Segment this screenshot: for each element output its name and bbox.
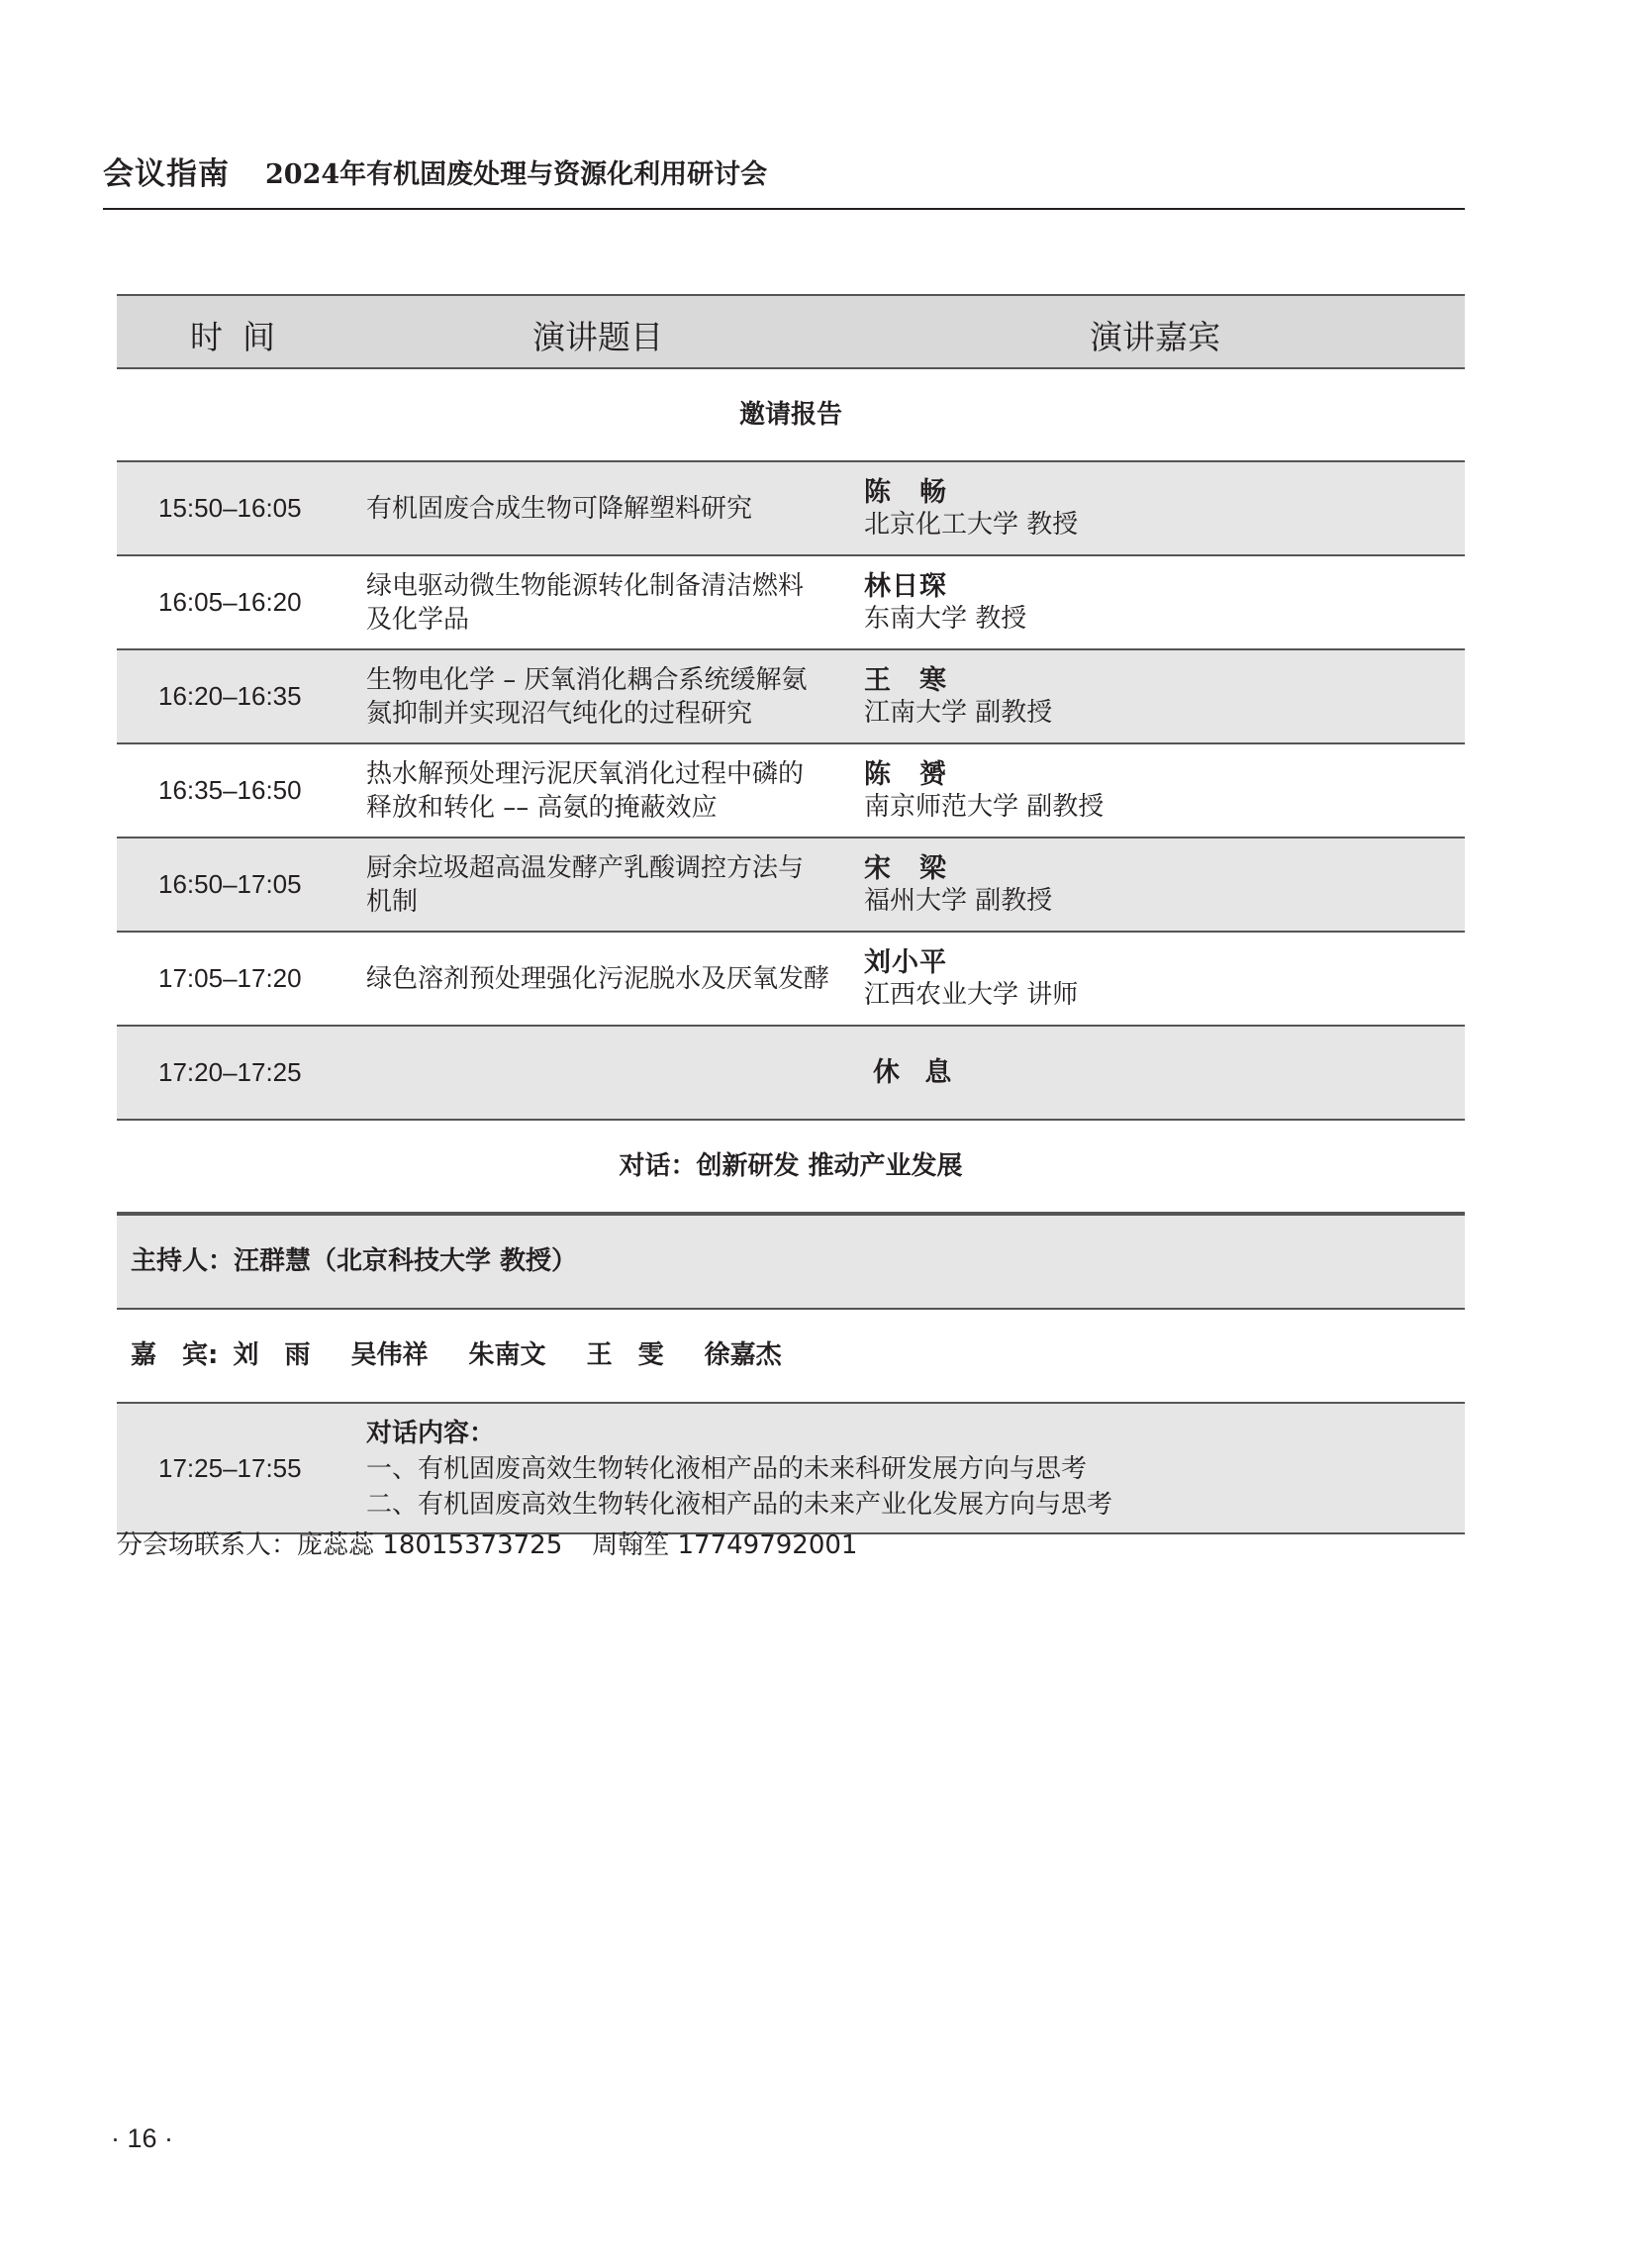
speaker-affiliation: 福州大学 副教授 [864, 885, 1053, 916]
row-speaker [864, 556, 1026, 648]
dialog-content-label: 对话内容： [366, 1419, 496, 1448]
row-title-line: 及化学品 [366, 604, 470, 635]
row-title-line: 绿电驱动微生物能源转化制备清洁燃料 [366, 570, 805, 601]
column-header-time: 时间 [190, 318, 295, 356]
contact-label: 分会场联系人： [117, 1530, 298, 1560]
guests-row: 嘉 宾: 刘 雨 吴伟祥 朱南文 王 雯 徐嘉杰 [117, 1310, 1465, 1404]
section-dialog: 对话：创新研发 推动产业发展 [117, 1121, 1465, 1214]
row-time: 16:05–16:20 [158, 587, 302, 617]
row-title [366, 838, 861, 931]
speaker-name: 宋 梁 [864, 852, 947, 884]
schedule-row [117, 744, 1465, 838]
dialog-time: 17:25–17:55 [158, 1453, 302, 1483]
contact-person-1: 庞蕊蕊 18015373725 [297, 1530, 563, 1560]
row-title-line: 机制 [366, 886, 419, 917]
schedule-row [117, 838, 1465, 933]
speaker-name: 王 寒 [864, 664, 947, 696]
dialog-content [366, 1416, 1112, 1523]
speaker-affiliation: 北京化工大学 教授 [864, 509, 1079, 540]
row-title-line: 热水解预处理污泥厌氧消化过程中磷的 [366, 758, 805, 789]
header-guide-label: 会议指南 [103, 156, 230, 192]
row-title-line: 氮抑制并实现沼气纯化的过程研究 [366, 698, 753, 729]
break-label: 休 息 [873, 1057, 960, 1088]
row-title-line: 绿色溶剂预处理强化污泥脱水及厌氧发酵 [366, 963, 830, 994]
schedule-table [117, 294, 1465, 1534]
row-speaker [864, 744, 1104, 837]
table-header [117, 294, 1465, 369]
dialog-item: 一、有机固废高效生物转化液相产品的未来科研发展方向与思考 [366, 1454, 1088, 1484]
speaker-affiliation: 南京师范大学 副教授 [864, 791, 1105, 822]
row-time: 16:50–17:05 [158, 869, 302, 899]
row-title [366, 933, 861, 1025]
schedule-row [117, 556, 1465, 650]
row-time: 16:35–16:50 [158, 775, 302, 805]
speaker-name: 陈 赟 [864, 758, 947, 790]
speaker-name: 刘小平 [864, 946, 947, 978]
schedule-row [117, 650, 1465, 744]
row-title [366, 556, 861, 648]
row-title-line: 有机固废合成生物可降解塑料研究 [366, 493, 753, 524]
speaker-affiliation: 江南大学 副教授 [864, 697, 1053, 728]
speaker-name: 陈 畅 [864, 476, 947, 508]
dialog-item: 二、有机固废高效生物转化液相产品的未来产业化发展方向与思考 [366, 1490, 1113, 1520]
row-title [366, 462, 861, 554]
row-speaker [864, 462, 1078, 554]
schedule-row [117, 462, 1465, 556]
row-title [366, 744, 861, 837]
row-speaker [864, 933, 1078, 1025]
row-speaker [864, 650, 1052, 742]
row-title-line: 释放和转化 –– 高氨的掩蔽效应 [366, 792, 718, 823]
dialog-row [117, 1404, 1465, 1534]
speaker-name: 林日琛 [864, 570, 947, 602]
contact-line [117, 1525, 887, 1561]
contact-person-2: 周翰笙 17749792001 [592, 1530, 858, 1560]
column-header-title: 演讲题目 [532, 318, 663, 356]
row-title-line: 厨余垃圾超高温发酵产乳酸调控方法与 [366, 852, 805, 883]
row-title [366, 650, 861, 742]
break-time: 17:20–17:25 [158, 1057, 302, 1087]
host-row: 主持人：汪群慧（北京科技大学 教授） [117, 1214, 1465, 1310]
page-header [103, 145, 1465, 210]
header-conference-title: 2024年有机固废处理与资源化利用研讨会 [265, 159, 768, 190]
column-header-speaker: 演讲嘉宾 [1090, 318, 1220, 356]
row-title-line: 生物电化学 – 厌氧消化耦合系统缓解氨 [366, 664, 808, 695]
row-time: 15:50–16:05 [158, 493, 302, 523]
section-invited-reports: 邀请报告 [117, 369, 1465, 462]
row-time: 16:20–16:35 [158, 681, 302, 711]
page-number: · 16 · [111, 2123, 174, 2153]
speaker-affiliation: 东南大学 教授 [864, 603, 1027, 634]
row-time: 17:05–17:20 [158, 963, 302, 993]
row-speaker [864, 838, 1052, 931]
break-row [117, 1027, 1465, 1121]
schedule-rows [117, 462, 1465, 1027]
schedule-row [117, 933, 1465, 1027]
speaker-affiliation: 江西农业大学 讲师 [864, 979, 1079, 1010]
